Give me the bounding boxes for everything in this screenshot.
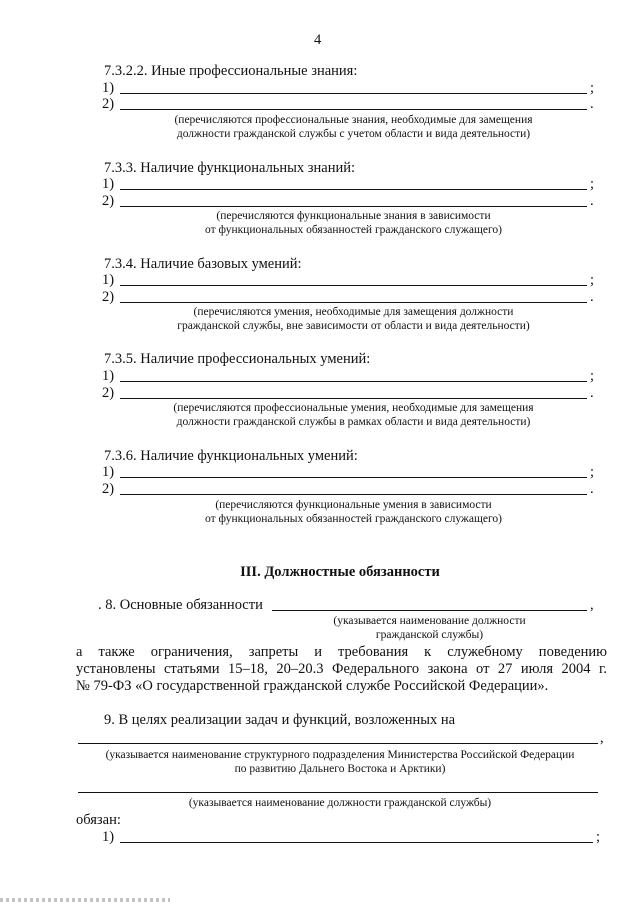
note-line: гражданской службы): [375, 629, 484, 641]
fill-in-line: [120, 494, 587, 495]
fill-in-line: [78, 792, 598, 793]
clause-comma: ,: [600, 730, 604, 746]
fill-in-line: [120, 93, 587, 94]
note-line: должности гражданской службы в рамках области и вида деятельности): [176, 416, 531, 428]
note-line: (указывается наименование структурного подразделения Министерства Российской Федерации: [105, 749, 575, 761]
item-label: 1): [102, 464, 115, 480]
item-punct: ;: [590, 176, 595, 192]
item-punct: ;: [590, 368, 595, 384]
note-line: (указывается наименование должности: [333, 615, 526, 627]
note-line: (перечисляются профессиональные умения, необходимые для замещения: [173, 402, 534, 414]
item-punct: ;: [590, 272, 595, 288]
item-punct: ;: [596, 829, 601, 845]
section-heading: 7.3.3. Наличие функциональных знаний:: [104, 160, 356, 176]
clause-text: . 8. Основные обязанности: [98, 597, 263, 613]
note-line: от функциональных обязанностей гражданского служащего): [205, 513, 502, 525]
section-heading: 7.3.4. Наличие базовых умений:: [104, 256, 302, 272]
fill-in-line: [120, 109, 587, 110]
fill-in-line: [120, 189, 587, 190]
item-punct: .: [590, 193, 594, 209]
note-line: (перечисляются профессиональные знания, необходимые для замещения: [174, 114, 533, 126]
note-line: (перечисляются умения, необходимые для замещения должности: [193, 306, 514, 318]
item-punct: .: [590, 289, 594, 305]
item-label: 1): [102, 368, 115, 384]
item-label: 1): [102, 829, 115, 845]
item-punct: ;: [590, 464, 595, 480]
page-number: 4: [314, 32, 322, 48]
obliged-label: обязан:: [76, 812, 121, 828]
fill-in-line: [120, 477, 587, 478]
section-heading: 7.3.5. Наличие профессиональных умений:: [104, 351, 371, 367]
note-line: по развитию Дальнего Востока и Арктики): [234, 763, 446, 775]
part-title: III. Должностные обязанности: [240, 564, 440, 580]
item-label: 2): [102, 96, 115, 112]
item-label: 1): [102, 176, 115, 192]
section-heading: 7.3.6. Наличие функциональных умений:: [104, 448, 358, 464]
fill-in-line: [120, 398, 587, 399]
note-line: гражданской службы, вне зависимости от области и вида деятельности): [177, 320, 530, 332]
item-label: 1): [102, 272, 115, 288]
clause-comma: ,: [590, 597, 594, 613]
paragraph-line: а также ограничения, запреты и требования к служебному поведению: [76, 644, 607, 660]
paragraph-line: установлены статьями 15–18, 20–20.3 Федерального закона от 27 июля 2004 г.: [76, 661, 607, 677]
note-line: должности гражданской службы с учетом области и вида деятельности): [176, 128, 531, 140]
scan-artifact: [0, 898, 170, 902]
item-label: 2): [102, 289, 115, 305]
section-heading: 7.3.2.2. Иные профессиональные знания:: [104, 63, 358, 79]
item-label: 2): [102, 385, 115, 401]
fill-in-line: [120, 381, 587, 382]
note-line: (перечисляются функциональные умения в зависимости: [215, 499, 492, 511]
item-label: 2): [102, 193, 115, 209]
note-line: (указывается наименование должности гражданской службы): [188, 797, 492, 809]
fill-in-line: [272, 610, 587, 611]
fill-in-line: [78, 743, 598, 744]
fill-in-line: [120, 285, 587, 286]
item-punct: .: [590, 481, 594, 497]
item-punct: .: [590, 96, 594, 112]
fill-in-line: [120, 206, 587, 207]
fill-in-line: [120, 302, 587, 303]
note-line: (перечисляются функциональные знания в зависимости: [216, 210, 491, 222]
paragraph-line: № 79-ФЗ «О государственной гражданской службе Российской Федерации».: [76, 678, 549, 694]
item-label: 1): [102, 80, 115, 96]
note-line: от функциональных обязанностей гражданского служащего): [205, 224, 502, 236]
clause-text: 9. В целях реализации задач и функций, возложенных на: [104, 712, 456, 728]
item-punct: ;: [590, 80, 595, 96]
item-label: 2): [102, 481, 115, 497]
fill-in-line: [120, 842, 593, 843]
item-punct: .: [590, 385, 594, 401]
